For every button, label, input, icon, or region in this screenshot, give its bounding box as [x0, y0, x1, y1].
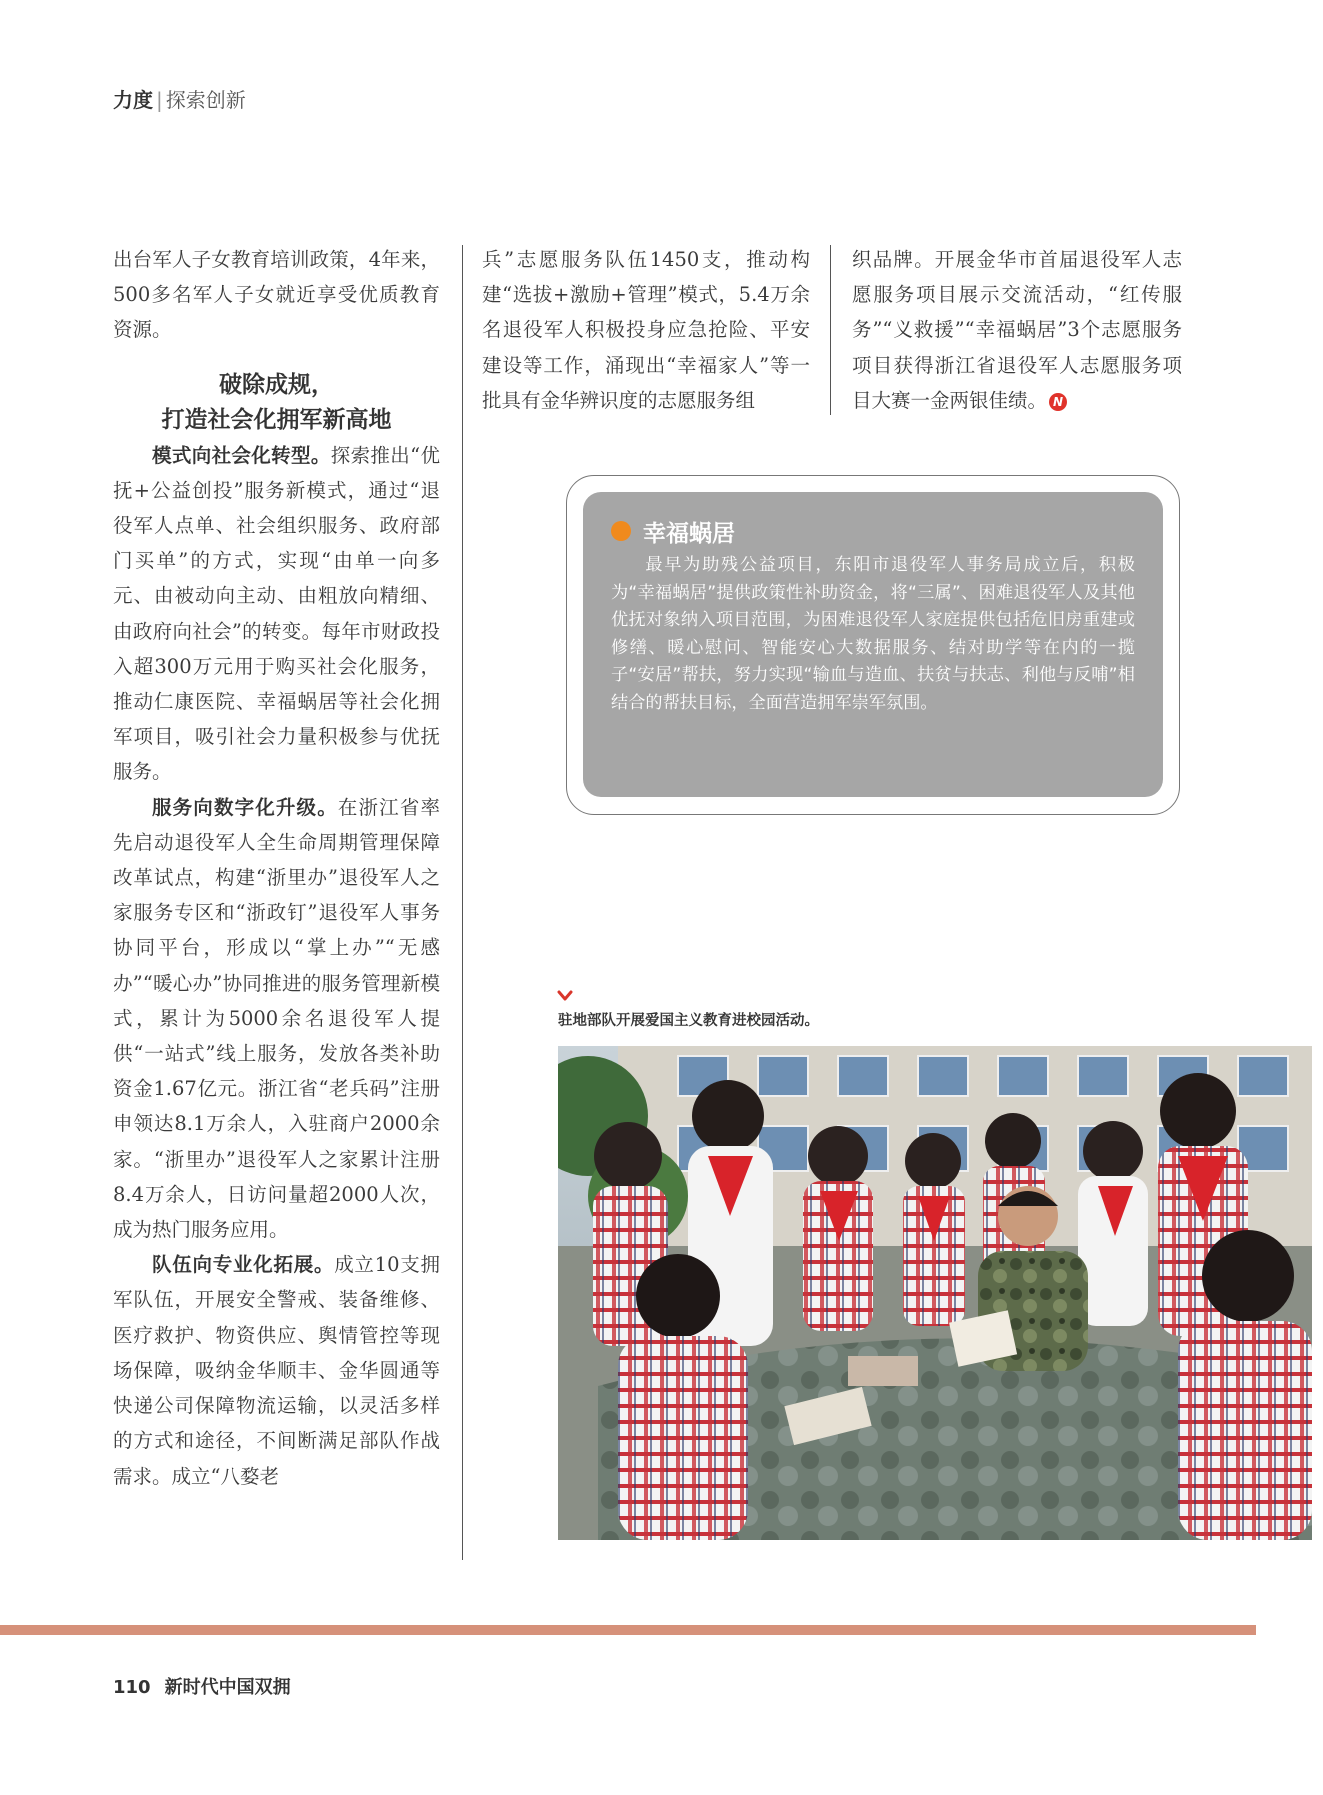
section-heading-line1: 破除成规， — [219, 371, 334, 398]
sidebar-box-text: 最早为助残公益项目，东阳市退役军人事务局成立后，积极为“幸福蜗居”提供政策性补助资金，将“三属”、困难退役军人及其他优抚对象纳入项目范围，为困难退役军人家庭提供包括危旧房重建或修缮、暖心慰问、智能安心大数据服务、结对助学等在内的一揽子“安居”帮扶，努力实现“输血与造血、扶贫与扶志、利他与反哺”相结合的帮扶目标，全面营造拥军崇军氛围。 — [611, 555, 1135, 713]
column-divider-2 — [830, 245, 831, 415]
section-heading-line2: 打造社会化拥军新高地 — [161, 406, 392, 433]
lead-digitalization: 服务向数字化升级。 — [152, 795, 338, 819]
sidebar-box-title — [611, 514, 1135, 548]
sidebar-box — [566, 475, 1180, 815]
text-brand: 织品牌。开展金华市首届退役军人志愿服务项目展示交流活动，“红传服务”“义救援”“幸福蜗居”3个志愿服务项目获得浙江省退役军人志愿服务项目大赛一金两银佳绩。 — [852, 248, 1182, 412]
photo-caption: 驻地部队开展爱国主义教育进校园活动。 — [558, 1013, 819, 1029]
orange-dot-icon — [611, 521, 631, 541]
text-professionalization: 成立10支拥军队伍，开展安全警戒、装备维修、医疗救护、物资供应、舆情管控等现场保障，吸纳金华顺丰、金华圆通等快递公司保障物流运输，以灵活多样的方式和途径，不间断满足部队作战需求。成立“八婺老 — [113, 1253, 440, 1488]
column-3 — [852, 242, 1182, 418]
sidebar-box-title-text: 幸福蜗居 — [643, 520, 735, 547]
lead-professionalization: 队伍向专业化拓展。 — [152, 1253, 335, 1277]
header-subsection: 探索创新 — [165, 88, 246, 112]
chevron-down-icon — [557, 990, 573, 1002]
header-divider: | — [156, 88, 163, 112]
column-divider-1 — [462, 245, 463, 1560]
magazine-title: 新时代中国双拥 — [164, 1677, 291, 1698]
paragraph-volunteer: 兵”志愿服务队伍1450支，推动构建“选拔+激励+管理”模式，5.4万余名退役军人积极投身应急抢险、平安建设等工作，涌现出“幸福家人”等一批具有金华辨识度的志愿服务组 — [482, 248, 810, 412]
lead-socialization: 模式向社会化转型。 — [152, 443, 331, 467]
paragraph-socialization — [113, 438, 440, 790]
text-digitalization: 在浙江省率先启动退役军人全生命周期管理保障改革试点，构建“浙里办”退役军人之家服务专区和“浙政钉”退役军人事务协同平台，形成以“掌上办”“无感办”“暖心办”协同推进的服务管理新模式，累计为5000余名退役军人提供“一站式”线上服务，发放各类补助资金1.67亿元。浙江省“老兵码”注册申领达8.1万余人，入驻商户2000余家。“浙里办”退役军人之家累计注册8.4万余人，日访问量超2000人次，成为热门服务应用。 — [113, 795, 440, 1242]
photo-classroom-students — [558, 1046, 1312, 1540]
section-heading — [113, 368, 440, 438]
page-number: 110 — [113, 1677, 151, 1698]
paragraph-brand — [852, 242, 1182, 418]
column-2 — [482, 242, 810, 418]
end-mark-logo: N — [1049, 393, 1067, 411]
footer-accent-bar — [0, 1625, 1256, 1635]
page-footer — [113, 1673, 291, 1699]
paragraph-digitalization — [113, 790, 440, 1248]
paragraph-intro: 出台军人子女教育培训政策，4年来，500多名军人子女就近享受优质教育资源。 — [113, 248, 440, 342]
sidebar-box-inner — [583, 492, 1163, 797]
column-1 — [113, 242, 440, 1494]
header-section: 力度 — [113, 88, 153, 112]
paragraph-professionalization — [113, 1247, 440, 1493]
page-header — [113, 84, 246, 113]
text-socialization: 探索推出“优抚+公益创投”服务新模式，通过“退役军人点单、社会组织服务、政府部门买单”的方式，实现“由单一向多元、由被动向主动、由粗放向精细、由政府向社会”的转变。每年市财政投入超300万元用于购买社会化服务，推动仁康医院、幸福蜗居等社会化拥军项目，吸引社会力量积极参与优抚服务。 — [113, 443, 440, 784]
